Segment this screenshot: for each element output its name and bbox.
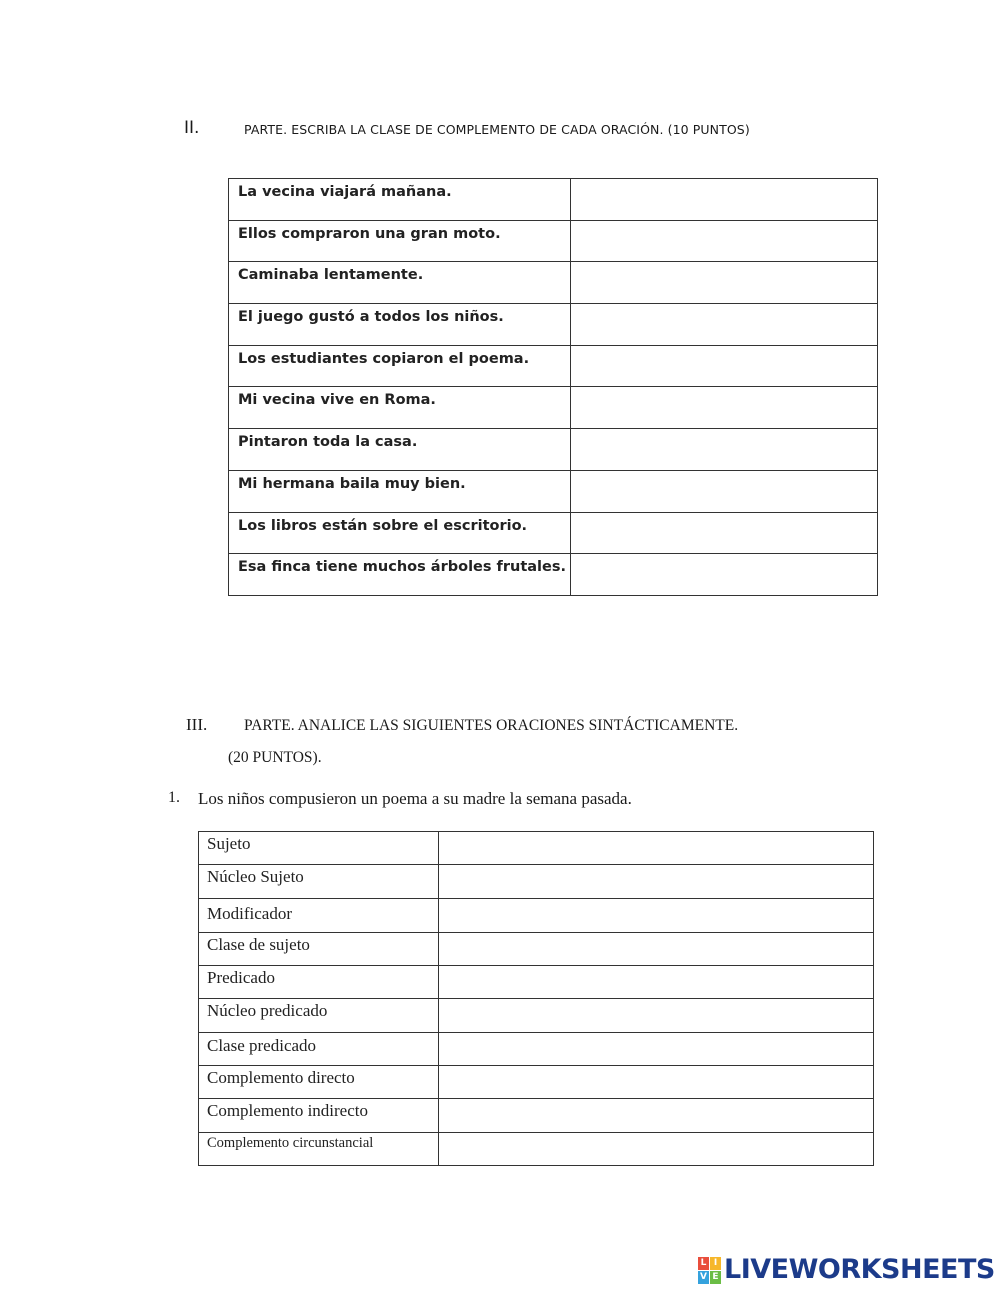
analysis-label: Modificador [199,899,439,933]
sentence-cell: El juego gustó a todos los niños. [229,304,571,346]
table-row [229,470,878,512]
answer-cell[interactable] [570,470,877,512]
table-row [199,933,874,966]
sentence-cell: Mi vecina vive en Roma. [229,387,571,429]
table-row [229,179,878,221]
analysis-label: Sujeto [199,832,439,865]
answer-cell[interactable] [438,1066,873,1099]
answer-cell[interactable] [570,387,877,429]
logo-text: LIVEWORKSHEETS [724,1254,995,1285]
question-number: 1. [168,789,180,806]
answer-cell[interactable] [570,429,877,471]
table-row [199,1133,874,1166]
logo-blocks-icon [698,1257,721,1284]
analysis-table [198,831,874,1166]
analysis-label: Clase predicado [199,1033,439,1066]
answer-cell[interactable] [438,1099,873,1133]
analysis-label: Complemento indirecto [199,1099,439,1133]
sentence-cell: La vecina viajará mañana. [229,179,571,221]
analysis-label: Complemento directo [199,1066,439,1099]
sentence-cell: Mi hermana baila muy bien. [229,470,571,512]
table-row [229,304,878,346]
sentence-cell: Los libros están sobre el escritorio. [229,512,571,554]
complement-table [228,178,878,596]
table-row [199,899,874,933]
answer-cell[interactable] [438,1133,873,1166]
sentence-cell: Esa finca tiene muchos árboles frutales. [229,554,571,596]
table-row [199,1066,874,1099]
table-row [199,1099,874,1133]
answer-cell[interactable] [438,832,873,865]
sentence-cell: Los estudiantes copiaron el poema. [229,345,571,387]
logo-block: L [698,1257,709,1270]
section-3-points: (20 PUNTOS). [228,749,322,766]
table-row [199,865,874,899]
table-row [229,387,878,429]
table-row [199,966,874,999]
logo-block: E [710,1271,721,1284]
answer-cell[interactable] [438,1033,873,1066]
table-row [229,262,878,304]
logo-block: V [698,1271,709,1284]
table-row [229,554,878,596]
liveworksheets-logo [698,1256,995,1284]
analysis-label: Núcleo predicado [199,999,439,1033]
section-3-number: III. [186,715,208,734]
table-row [199,1033,874,1066]
answer-cell[interactable] [570,554,877,596]
answer-cell[interactable] [438,966,873,999]
logo-block: I [710,1257,721,1270]
table-row [229,220,878,262]
table-row [199,999,874,1033]
answer-cell[interactable] [570,304,877,346]
analysis-label: Predicado [199,966,439,999]
section-3-title: PARTE. ANALICE LAS SIGUIENTES ORACIONES SINTÁCTICAMENTE. [244,717,739,734]
section-2-title: PARTE. ESCRIBA LA CLASE DE COMPLEMENTO DE CADA ORACIÓN. (10 PUNTOS) [244,122,750,137]
answer-cell[interactable] [438,865,873,899]
question-sentence: Los niños compusieron un poema a su madre la semana pasada. [198,789,632,808]
table-row [199,832,874,865]
analysis-label: Núcleo Sujeto [199,865,439,899]
answer-cell[interactable] [438,933,873,966]
answer-cell[interactable] [570,179,877,221]
sentence-cell: Caminaba lentamente. [229,262,571,304]
table-row [229,345,878,387]
table-row [229,429,878,471]
analysis-label: Complemento circunstancial [199,1133,439,1166]
answer-cell[interactable] [438,899,873,933]
answer-cell[interactable] [570,512,877,554]
answer-cell[interactable] [570,345,877,387]
sentence-cell: Pintaron toda la casa. [229,429,571,471]
analysis-label: Clase de sujeto [199,933,439,966]
table-row [229,512,878,554]
sentence-cell: Ellos compraron una gran moto. [229,220,571,262]
answer-cell[interactable] [570,220,877,262]
answer-cell[interactable] [438,999,873,1033]
section-2-number: II. [184,118,200,138]
answer-cell[interactable] [570,262,877,304]
